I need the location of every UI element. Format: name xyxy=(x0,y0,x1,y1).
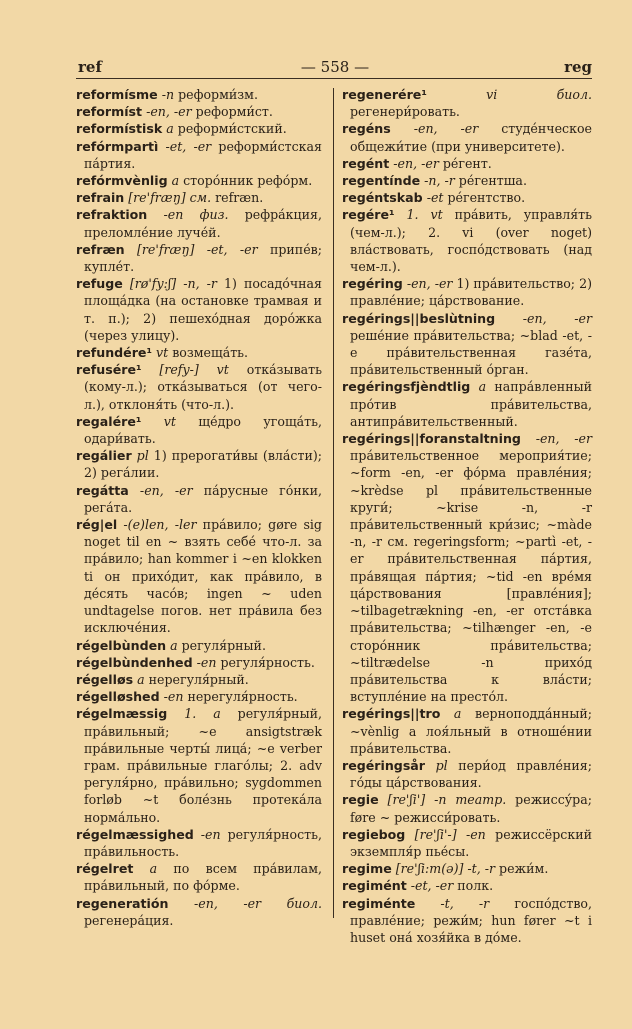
dictionary-entry xyxy=(76,103,322,120)
entry-headword: régelløshed xyxy=(76,689,160,705)
header-left-guideword: ref xyxy=(78,58,102,76)
entry-headword: reformíst xyxy=(76,104,143,120)
dictionary-entry xyxy=(76,86,322,103)
entry-headword: regérings||tro xyxy=(342,706,441,722)
entry-grammar: [re'ʃi'-] -en xyxy=(405,826,486,842)
entry-headword: régelløs xyxy=(76,671,134,687)
entry-grammar: a xyxy=(166,637,178,653)
entry-grammar: -en xyxy=(159,689,184,705)
entry-headword: regátta xyxy=(76,482,129,498)
entry-translation: режиссёрский экземпля́р пье́сы. xyxy=(350,826,592,859)
left-column xyxy=(76,86,322,929)
dictionary-entry xyxy=(76,120,322,137)
entry-grammar: -et, -er xyxy=(158,138,212,154)
entry-headword: regime xyxy=(342,861,392,877)
entry-headword: regérings||beslùtning xyxy=(342,310,496,326)
entry-headword: regérings||foranstaltning xyxy=(342,431,521,447)
dictionary-entry xyxy=(76,654,322,671)
dictionary-entry xyxy=(76,206,322,240)
entry-translation: пра́вить, управля́ть (чем-л.); 2. vi (over noget) вла́ствовать, госпо́дствовать (над чем-л.). xyxy=(350,207,593,275)
entry-translation: режиссу́ра; føre ~ режисси́ровать. xyxy=(350,792,592,825)
entry-grammar: -n, -r xyxy=(420,173,455,189)
dictionary-entry xyxy=(342,378,592,430)
entry-translation: реше́ние пра́вительства; ~blad -et, -e пра́вительственная газе́та, пра́вительственный о́рган. xyxy=(350,327,592,378)
entry-translation: напра́вленный про́тив пра́вительства, антипра́вительственный. xyxy=(350,379,592,429)
entry-grammar: a xyxy=(162,121,174,137)
entry-translation: припе́в; купле́т. xyxy=(84,241,322,275)
dictionary-entry xyxy=(342,86,592,120)
entry-grammar: [rø'fy:ʃ] -n, -r xyxy=(122,276,217,292)
entry-headword: regentínde xyxy=(342,173,421,189)
entry-grammar: a xyxy=(440,706,462,722)
entry-translation: реформи́ст. xyxy=(191,104,273,120)
dictionary-entry xyxy=(76,482,322,516)
entry-grammar: -en, -er xyxy=(390,121,479,137)
entry-grammar: [re'fræŋ] см. xyxy=(124,190,212,206)
entry-grammar: -en xyxy=(192,654,217,670)
entry-translation: пра́вительственное мероприя́тие; ~form -en, -er фо́рма правле́ния; ~krèdse pl пра́вительственные круги́; ~krise -n, -r пра́вительственный кри́зис; ~màde -n, -r см. regeringsform; ~partì -et, -er пра́вительственная па́ртия, пра́вящая па́ртия; ~tid -en вре́мя ца́рствования [правле́ния]; ~tilbagetrækning -en, -er отста́вка пра́вительства; ~tilhænger -en, -e сторо́нник пра́вительства; ~tiltrædelse -n прихо́д пра́вительства к вла́сти; вступле́ние на престо́л. xyxy=(350,448,592,705)
entry-translation: возмеща́ть. xyxy=(168,345,249,361)
dictionary-entry xyxy=(76,138,322,172)
entry-grammar: -en, -er xyxy=(142,104,192,120)
entry-headword: regére¹ xyxy=(342,207,395,223)
entry-headword: regalére¹ xyxy=(76,413,142,429)
entry-translation: ре́гентство. xyxy=(443,190,526,206)
dictionary-entry xyxy=(76,241,322,275)
entry-translation: регуля́рность. xyxy=(216,654,315,670)
entry-headword: refuge xyxy=(76,276,123,292)
entry-headword: regálier xyxy=(76,448,132,464)
entry-grammar: -en, -er xyxy=(520,431,592,447)
entry-grammar: -n xyxy=(157,87,175,102)
dictionary-entry xyxy=(342,757,592,791)
dictionary-entry xyxy=(76,172,322,189)
entry-headword: regie xyxy=(342,792,379,808)
entry-translation: регуля́рный. xyxy=(177,637,266,653)
entry-translation: рефра́кция, преломле́ние луче́й. xyxy=(84,207,322,240)
entry-grammar: a xyxy=(133,671,145,687)
entry-translation: режи́м. xyxy=(495,861,549,877)
dictionary-entry xyxy=(76,275,322,344)
dictionary-entry xyxy=(76,826,322,860)
entry-grammar: -en, -er xyxy=(402,276,453,292)
header-rule xyxy=(76,78,592,79)
entry-grammar: -en xyxy=(193,826,221,842)
entry-headword: rég|el xyxy=(76,517,118,533)
entry-grammar: -et xyxy=(422,190,444,206)
column-divider xyxy=(333,88,334,918)
dictionary-entry xyxy=(342,275,592,309)
entry-grammar: a xyxy=(133,861,158,877)
entry-translation: ре́гент. xyxy=(438,155,492,171)
entry-grammar: [refy-] vt xyxy=(141,362,229,378)
dictionary-entry xyxy=(342,791,592,825)
dictionary-entry xyxy=(76,516,322,636)
entry-translation: регенери́ровать. xyxy=(350,104,460,120)
entry-headword: régelbùndenhed xyxy=(76,654,193,670)
dictionary-entry xyxy=(342,120,592,154)
dictionary-entry xyxy=(76,688,322,705)
entry-translation: верноподда́нный; ~vènlig a лоя́льный в отноше́нии пра́вительства. xyxy=(350,706,593,756)
dictionary-entry xyxy=(342,172,592,189)
entry-headword: reformísme xyxy=(76,87,158,102)
entry-translation: па́русные го́нки, рега́та. xyxy=(84,482,322,515)
entry-headword: refraktion xyxy=(76,207,148,223)
entry-headword: refórmvènlig xyxy=(76,173,168,189)
entry-grammar: -(e)len, -ler xyxy=(117,517,197,533)
entry-grammar: -en, -er xyxy=(495,310,592,326)
entry-translation: реформи́стская па́ртия. xyxy=(84,138,322,171)
entry-grammar: pl xyxy=(131,448,149,464)
entry-headword: refrain xyxy=(76,190,125,206)
entry-translation: по всем пра́вилам, пра́вильный, по фо́рме. xyxy=(84,861,322,894)
entry-translation: пери́од правле́ния; го́ды ца́рствования. xyxy=(350,757,592,791)
entry-grammar: [re'fræŋ] -et, -er xyxy=(124,241,258,257)
dictionary-entry xyxy=(342,430,592,705)
dictionary-entry xyxy=(76,895,322,929)
dictionary-entry xyxy=(76,344,322,361)
entry-translation: сторо́нник рефо́рм. xyxy=(179,173,313,189)
entry-headword: regént xyxy=(342,155,390,171)
dictionary-entry xyxy=(76,413,322,447)
entry-translation: пра́вило; gøre sig noget til en ~ взять себе́ что-л. за пра́вило; han kommer i ~en klokken ti он прихо́дит, как пра́вило, в де́сять часо́в; ingen ~ uden undtagelse погов. нет пра́вила без исключе́ния. xyxy=(84,517,322,636)
entry-headword: regéringsfjèndtlig xyxy=(342,379,471,395)
entry-grammar: -en физ. xyxy=(147,207,229,223)
entry-grammar: vi биол. xyxy=(426,87,592,102)
entry-headword: regimént xyxy=(342,878,407,894)
entry-headword: régelret xyxy=(76,861,134,877)
page-number: — 558 — xyxy=(300,58,370,76)
entry-translation: госпо́дство, правле́ние; режи́м; hun fører ~t i huset она́ хозя́йка в до́ме. xyxy=(350,895,592,945)
entry-translation: 1) пра́вительство; 2) правле́ние; ца́рствование. xyxy=(350,276,592,309)
entry-translation: ще́дро угоща́ть, одари́вать. xyxy=(84,413,323,447)
entry-grammar: 1. vt xyxy=(394,207,443,223)
entry-grammar: [re'ʃi:m(ə)] -t, -r xyxy=(391,861,496,877)
entry-headword: regeneratión xyxy=(76,895,169,911)
entry-grammar: a xyxy=(167,173,180,189)
dictionary-entry xyxy=(76,447,322,481)
entry-headword: refundére¹ xyxy=(76,345,152,361)
entry-headword: regéns xyxy=(342,121,391,137)
entry-headword: regiménte xyxy=(342,895,416,911)
dictionary-entry xyxy=(342,189,592,206)
dictionary-entry xyxy=(76,671,322,688)
entry-translation: нерегуля́рный. xyxy=(144,671,249,687)
entry-translation: реформи́стский. xyxy=(173,121,287,137)
entry-grammar: -en, -er xyxy=(389,155,439,171)
entry-grammar: -en, -er xyxy=(128,482,193,498)
dictionary-entry xyxy=(342,895,592,947)
entry-headword: regiebog xyxy=(342,826,406,842)
entry-grammar: vt xyxy=(141,413,176,429)
entry-translation: refræn. xyxy=(211,190,264,206)
entry-grammar: -en, -er биол. xyxy=(168,895,322,911)
dictionary-entry xyxy=(342,705,592,757)
entry-translation: ре́гентша. xyxy=(454,173,527,189)
entry-grammar: a xyxy=(470,379,487,395)
entry-headword: regenerére¹ xyxy=(342,87,427,102)
dictionary-entry xyxy=(76,637,322,654)
dictionary-entry xyxy=(342,860,592,877)
entry-grammar: 1. a xyxy=(167,706,221,722)
entry-grammar: -et, -er xyxy=(406,878,454,894)
dictionary-entry xyxy=(76,189,322,206)
entry-translation: отка́зывать (кому-л.); отка́зываться (от чего-л.), отклоня́ть (что-л.). xyxy=(84,362,322,412)
dictionary-entry xyxy=(342,826,592,860)
header-right-guideword: reg xyxy=(564,58,592,76)
entry-headword: régelmæssighed xyxy=(76,826,194,842)
entry-headword: refræn xyxy=(76,241,125,257)
entry-headword: refusére¹ xyxy=(76,362,142,378)
entry-headword: refórmpartì xyxy=(76,138,159,154)
dictionary-entry xyxy=(342,310,592,379)
entry-translation: 1) прерогати́вы (вла́сти); 2) рега́лии. xyxy=(84,448,323,481)
entry-translation: реформи́зм. xyxy=(174,87,258,102)
entry-headword: regéring xyxy=(342,276,403,292)
page-header xyxy=(78,58,592,78)
entry-translation: регуля́рность, пра́вильность. xyxy=(84,826,323,859)
entry-translation: 1) посадо́чная площа́дка (на остановке трамвая и т. п.); 2) пешехо́дная доро́жка (через улицу). xyxy=(84,276,323,343)
dictionary-entry xyxy=(342,155,592,172)
entry-headword: régelbùnden xyxy=(76,637,167,653)
entry-headword: regéringsår xyxy=(342,757,426,773)
dictionary-entry xyxy=(342,877,592,894)
entry-grammar: pl xyxy=(425,757,448,773)
entry-translation: студе́нческое общежи́тие (при университете). xyxy=(350,121,592,154)
entry-grammar: [re'ʃi'] -n театр. xyxy=(378,792,507,808)
entry-translation: полк. xyxy=(453,878,494,894)
right-column xyxy=(342,86,592,946)
entry-headword: régelmæssig xyxy=(76,706,168,722)
entry-grammar: -t, -r xyxy=(415,895,490,911)
dictionary-entry xyxy=(76,705,322,825)
dictionary-entry xyxy=(342,206,592,275)
entry-headword: reformístisk xyxy=(76,121,163,137)
dictionary-entry xyxy=(76,361,322,413)
entry-translation: регенера́ция. xyxy=(84,912,174,928)
entry-translation: нерегуля́рность. xyxy=(183,689,298,705)
entry-headword: regéntskab xyxy=(342,190,423,206)
entry-translation: регуля́рный, пра́вильный; ~e ansigtstræk пра́вильные черты́ лица́; ~e verber грам. пра́вильные глаго́лы; 2. adv регуля́рно, пра́вильно; sygdommen forløb ~t боле́знь протека́ла норма́льно. xyxy=(84,706,322,825)
dictionary-entry xyxy=(76,860,322,894)
entry-grammar: vt xyxy=(152,345,169,361)
